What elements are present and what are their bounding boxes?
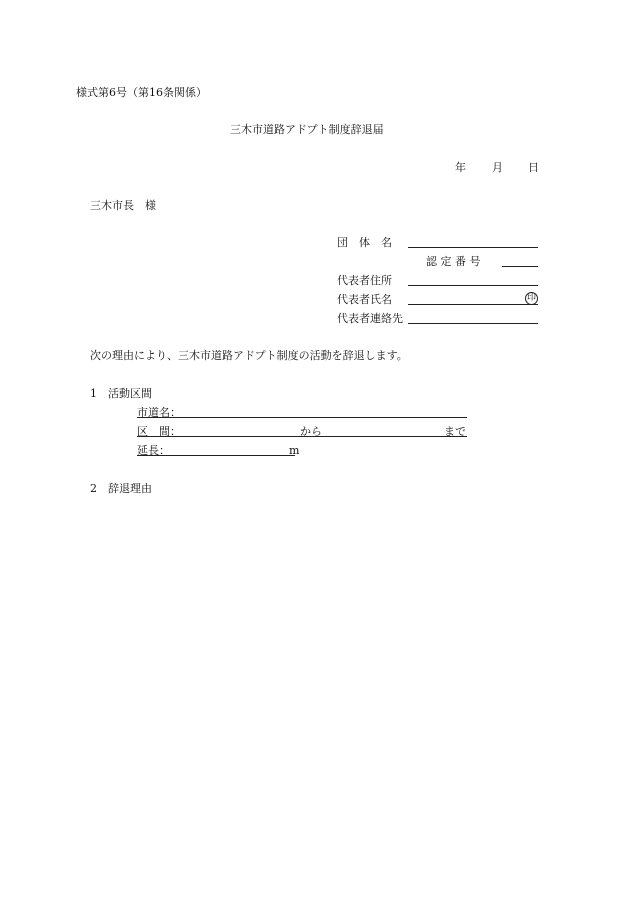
rep-address-label: 代表者住所 — [337, 274, 392, 287]
rep-address-field[interactable] — [408, 285, 538, 286]
length-label: 延長： — [137, 444, 170, 457]
to-text: まで — [444, 425, 466, 438]
group-name-field[interactable] — [408, 247, 538, 248]
section-range-label: 区 間： — [137, 425, 181, 438]
section1-heading: 1 活動区間 — [90, 387, 152, 400]
addressee: 三木市長 様 — [90, 199, 156, 212]
date-day: 日 — [528, 161, 539, 174]
form-number: 様式第6号（第16条関係） — [76, 86, 207, 99]
road-name-label: 市道名： — [137, 406, 181, 419]
certification-number-label: 認 定 番 号 — [426, 255, 481, 268]
rep-contact-label: 代表者連絡先 — [337, 312, 403, 325]
seal-mark: 印 — [526, 293, 536, 303]
statement: 次の理由により、三木市道路アドプト制度の活動を辞退します。 — [90, 349, 408, 362]
form-title: 三木市道路アドプト制度辞退届 — [230, 123, 384, 136]
length-unit: m — [289, 444, 300, 457]
from-text: から — [300, 425, 322, 438]
group-name-label: 団 体 名 — [337, 236, 392, 249]
rep-name-label: 代表者氏名 — [337, 293, 392, 306]
rep-contact-field[interactable] — [408, 323, 538, 324]
rep-name-field[interactable] — [408, 304, 538, 305]
date-year: 年 — [455, 161, 466, 174]
length-field[interactable] — [137, 455, 295, 456]
date-month: 月 — [492, 161, 503, 174]
certification-number-field[interactable] — [502, 266, 538, 267]
road-name-field[interactable] — [137, 417, 467, 418]
section2-heading: 2 辞退理由 — [90, 482, 152, 495]
